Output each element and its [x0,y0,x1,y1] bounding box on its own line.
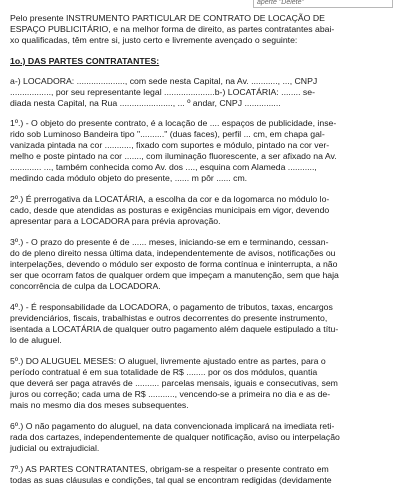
clause-4-paragraph: 4º.) - É responsabilidade da LOCADORA, o pagamento de tributos, taxas, encargos previdenciários, fiscais, trabalhistas e outros decorrentes do presente instrumento, isentada a LOCATÁRIA de qualquer outro pagamento além daquele estipulado a títu- lo de aluguel. [10,302,339,345]
delete-hint-box: aperte "Delete" [253,0,393,8]
clause-2-paragraph: 2º.) É prerrogativa da LOCATÁRIA, a escolha da cor e da logomarca no módulo lo- cado, desde que atendidas as posturas e exigências municipais em vigor, devendo apresentar para a LOCADORA para prévia aprovação. [10,194,330,226]
parties-paragraph: a-) LOCADORA: ...................., com sede nesta Capital, na Av. ..........., ..., CNPJ ................., por seu representante legal .....................b-) LOCATÁRIA: ........ se- diada nesta Capital, na Rua ......................, ... º andar, CNPJ ............... [10,76,318,108]
clause-3-paragraph: 3º.) - O prazo do presente é de ...... meses, iniciando-se em e terminando, cessan- do de pleno direito nessa última data, independentemente de avisos, notificações ou interpelações, devendo o módulo ser exposto de forma contínua e ininterrupta, a não ser que ocorram fatos de qualquer ordem que impeçam a manutenção, sem que haja concorrência de culpa da LOCADORA. [10,237,339,291]
clause-5-paragraph: 5º.) DO ALUGUEL MESES: O aluguel, livremente ajustado entre as partes, para o período contratual é em sua totalidade de R$ ........ por os dos módulos, quantia que deverá ser paga através de .......... parcelas mensais, iguais e consecutivas, sem juros ou correção; cada uma de R$ ..........., vencendo-se a primeira no dia e as de- mais no mesmo dia dos meses subsequentes. [10,356,338,410]
clause-6-paragraph: 6º.) O não pagamento do aluguel, na data convencionada implicará na imediata reti- rada dos cartazes, independentemente de qualquer notificação, aviso ou interpelação judicial ou extrajudicial. [10,421,340,453]
document-body [10,13,396,496]
section-title-parties: 1o.) DAS PARTES CONTRATANTES: [10,56,160,66]
clause-7-paragraph: 7º.) AS PARTES CONTRATANTES, obrigam-se a respeitar o presente contrato em todas as suas cláusulas e condições, tal qual se encontram redigidas (devidamente [10,464,332,485]
clause-1-paragraph: 1º.) - O objeto do presente contrato, é a locação de .... espaços de publicidade, inse- rido sob Luminoso Bandeira tipo ".........." (duas faces), perfil ... cm, em chapa gal- vanizada pintada na cor ..........., fixado com suportes e módulo, pintado na cor ver- melho e poste pintado na cor ......., com iluminação fluorescente, a ser afixado na Av. ............. ..., também conhecida como Av. dos ...., esquina com Alameda ..........., medindo cada módulo objeto do presente, ...... m pôr ...... cm. [10,118,337,183]
intro-paragraph: Pelo presente INSTRUMENTO PARTICULAR DE CONTRATO DE LOCAÇÃO DE ESPAÇO PUBLICITÁRIO, e na melhor forma de direito, as partes contratantes abai- xo qualificadas, têm entre si, justo certo e livremente avençado o seguinte: [10,13,335,45]
